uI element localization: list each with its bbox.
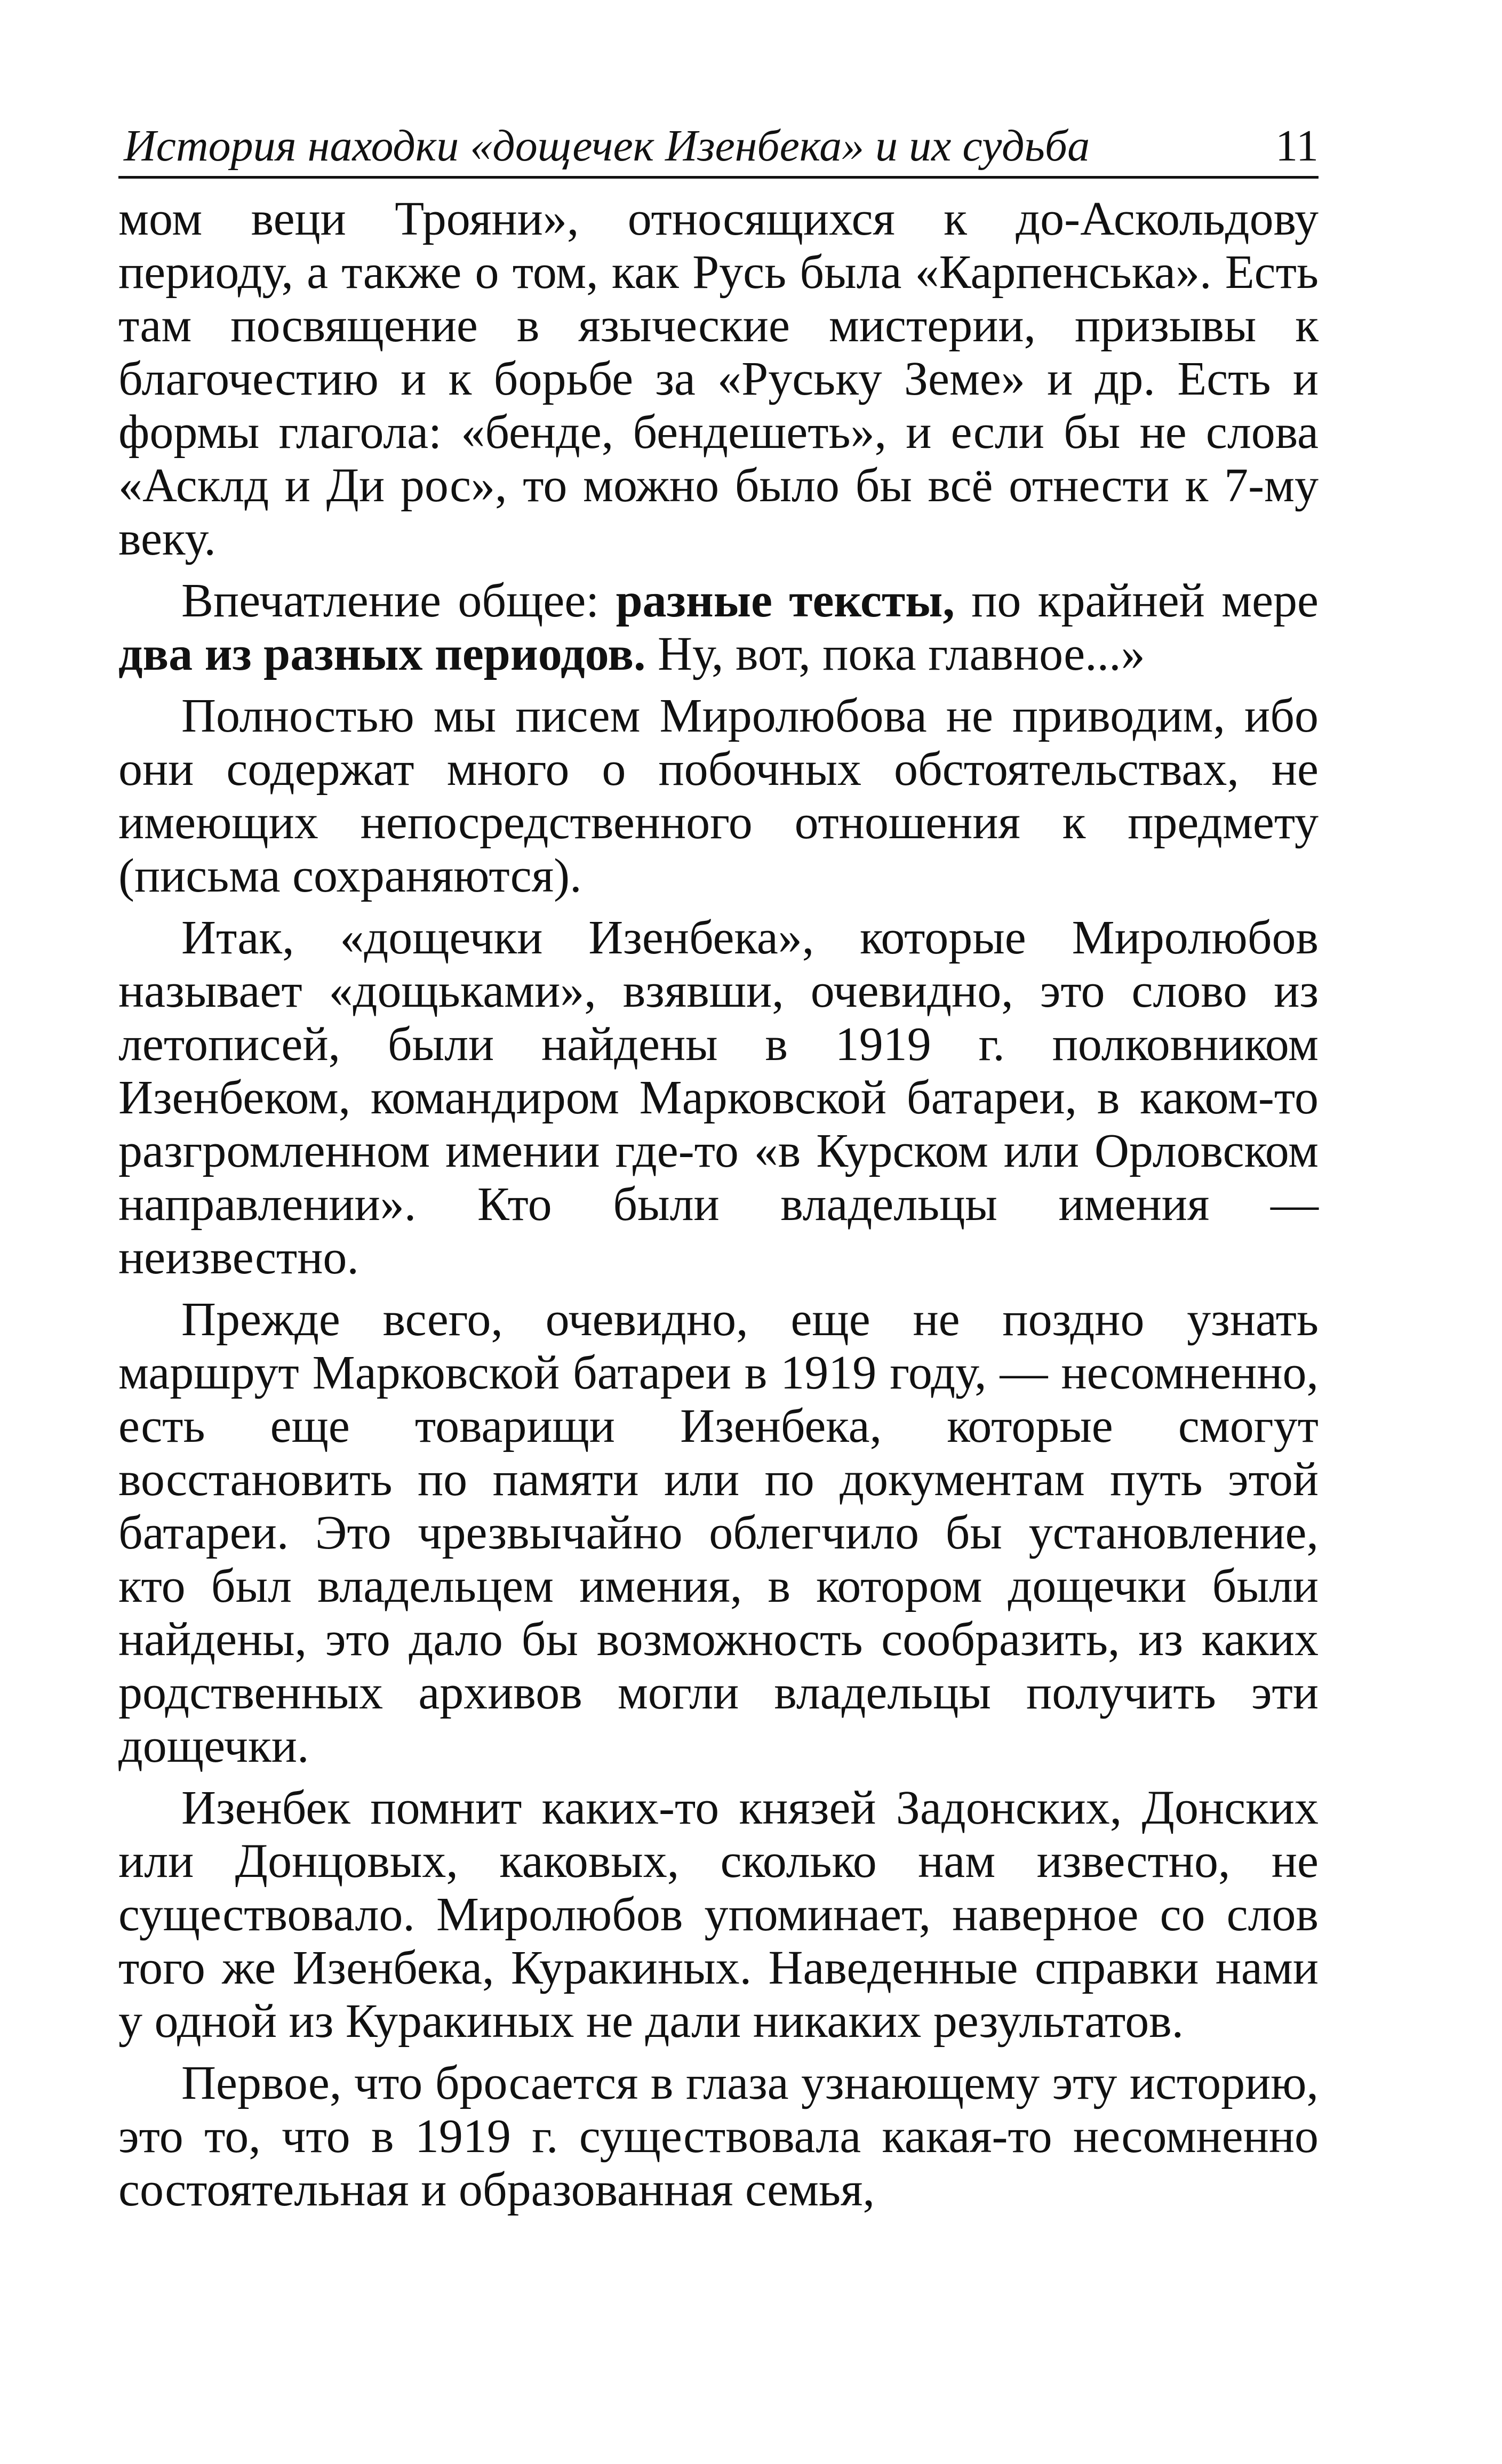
body-text [118, 192, 1319, 2217]
paragraph-2-text-b: по крайней мере [954, 574, 1319, 627]
paragraph-2 [118, 574, 1319, 681]
paragraph-5: Прежде всего, очевидно, еще не поздно узнать маршрут Марковской батареи в 1919 году, — несомненно, есть еще товарищи Изенбека, которые смогут восстановить по памяти или по документам путь этой батареи. Это чрезвычайно облегчило бы установление, кто был владельцем имения, в котором дощечки были найдены, это дало бы возможность сообразить, из каких родственных архивов могли владельцы получить эти дощечки. [118, 1293, 1319, 1772]
emphasis-different-texts: разные тексты, [616, 574, 955, 627]
paragraph-6: Изенбек помнит каких-то князей Задонских, Донских или Донцовых, каковых, сколько нам известно, не существовало. Миролюбов упоминает, наверное со слов того же Изенбека, Куракиных. Наведенные справки нами у одной из Куракиных не дали никаких результатов. [118, 1781, 1319, 2048]
book-page [118, 107, 1319, 2217]
running-title: История находки «дощечек Изенбека» и их судьба [124, 121, 1090, 171]
running-header [118, 107, 1319, 179]
paragraph-1: мом веци Трояни», относящихся к до-Аскольдову периоду, а также о том, как Русь была «Карпенська». Есть там посвящение в языческие мистерии, призывы к благочестию и к борьбе за «Руську Земе» и др. Есть и формы глагола: «бенде, бендешеть», и если бы не слова «Асклд и Ди рос», то можно было бы всё отнести к 7-му веку. [118, 192, 1319, 565]
paragraph-2-text-a: Впечатление общее: [181, 574, 616, 627]
page-number: 11 [1275, 121, 1319, 171]
paragraph-2-text-c: Ну, вот, пока главное...» [645, 628, 1145, 680]
paragraph-7: Первое, что бросается в глаза узнающему эту историю, это то, что в 1919 г. существовала какая-то несомненно состоятельная и образованная семья, [118, 2057, 1319, 2216]
paragraph-3: Полностью мы писем Миролюбова не приводим, ибо они содержат много о побочных обстоятельствах, не имеющих непосредственного отношения к предмету (письма сохраняются). [118, 689, 1319, 902]
emphasis-two-periods: два из разных периодов. [118, 628, 646, 680]
paragraph-4: Итак, «дощечки Изенбека», которые Миролюбов называет «дощьками», взявши, очевидно, это слово из летописей, были найдены в 1919 г. полковником Изенбеком, командиром Марковской батареи, в каком-то разгромленном имении где-то «в Курском или Орловском направлении». Кто были владельцы имения — неизвестно. [118, 911, 1319, 1284]
